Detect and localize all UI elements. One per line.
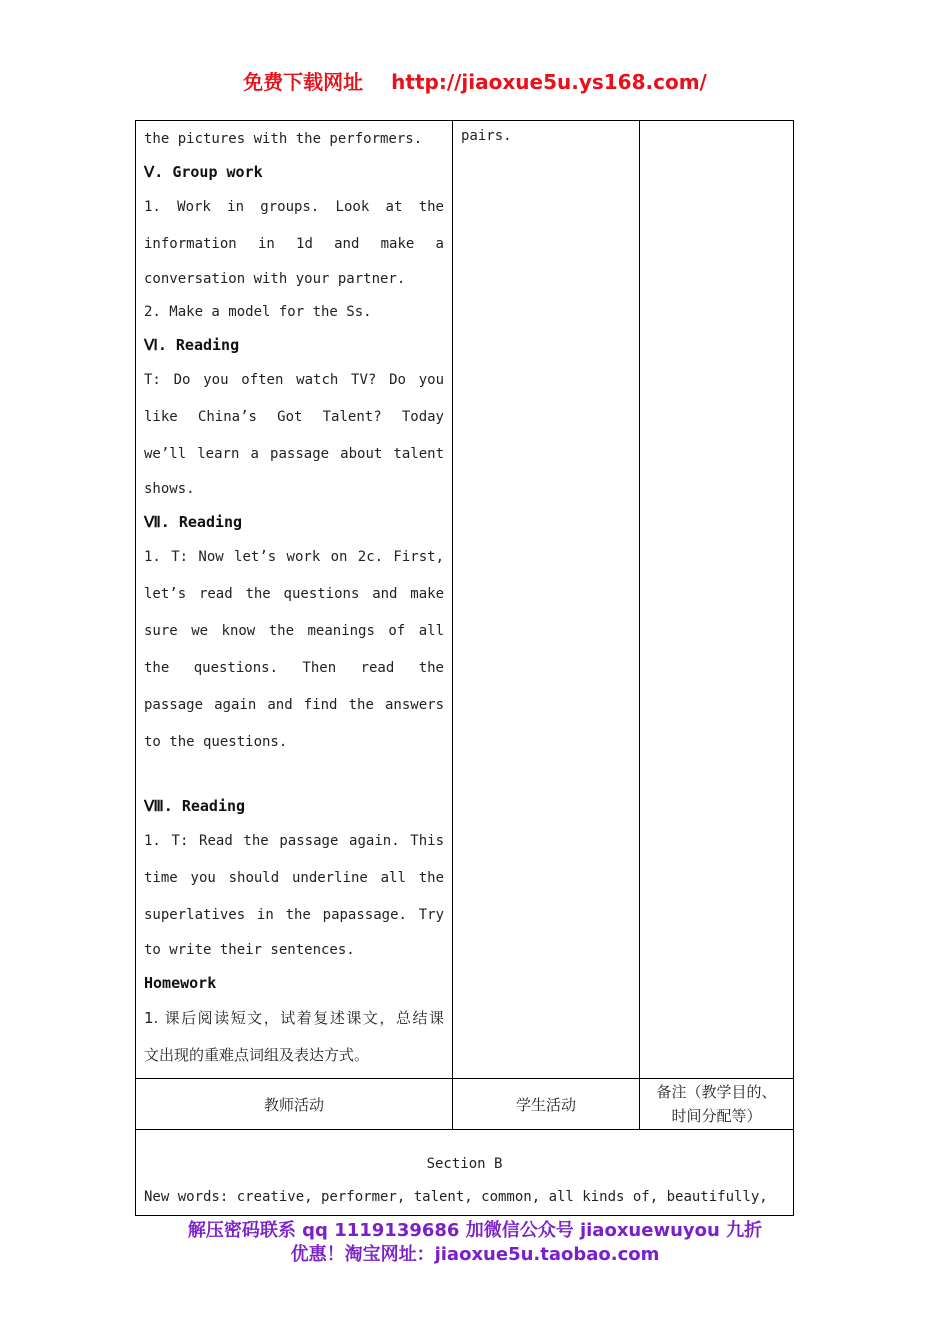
text-line: to the questions. (144, 734, 288, 750)
text-line: we’ll learn a passage about talent (144, 446, 444, 462)
text-line: information in 1d and make a (144, 236, 444, 252)
text-line: superlatives in the papassage. Try (144, 907, 444, 923)
notes-cell (640, 121, 794, 1079)
student-activity-header: 学生活动 (453, 1079, 640, 1130)
page-footer (0, 1219, 950, 1267)
text-line: like China’s Got Talent? Today (144, 409, 444, 425)
table-row-body (136, 121, 794, 1079)
text-line: sure we know the meanings of all (144, 623, 444, 639)
section-heading: Ⅷ. Reading (144, 797, 246, 815)
student-activity-cell (453, 121, 640, 1079)
section-heading: Homework (144, 974, 217, 992)
text-line: 文出现的重难点词组及表达方式。 (144, 1046, 370, 1064)
text-line: the questions. Then read the (144, 660, 444, 676)
notes-header (640, 1079, 794, 1130)
text-line: 1. 课后阅读短文，试着复述课文，总结课 (144, 1009, 444, 1027)
text-line: time you should underline all the (144, 870, 444, 886)
text-line: 1. Work in groups. Look at the (144, 199, 444, 215)
teacher-activity-header: 教师活动 (136, 1079, 453, 1130)
text-line: passage again and find the answers (144, 697, 444, 713)
text-line: the pictures with the performers. (144, 131, 423, 147)
section-b-title: Section B (426, 1156, 503, 1172)
student-activity-text: pairs. (461, 128, 512, 144)
notes-header-line2: 时间分配等） (671, 1107, 762, 1125)
lesson-plan-table (135, 120, 794, 1216)
section-heading: Ⅶ. Reading (144, 513, 243, 531)
text-line: 1. T: Now let’s work on 2c. First, (144, 549, 444, 565)
text-line: 2. Make a model for the Ss. (144, 304, 372, 320)
section-b-new-words: New words: creative, performer, talent, common, all kinds of, beautifully, (144, 1189, 768, 1205)
text-line: T: Do you often watch TV? Do you (144, 372, 444, 388)
text-line: conversation with your partner. (144, 271, 406, 287)
text-line: 1. T: Read the passage again. This (144, 833, 444, 849)
header-url-link[interactable]: http://jiaoxue5u.ys168.com/ (391, 70, 707, 94)
notes-header-line1: 备注（教学目的、 (656, 1083, 777, 1101)
section-b-cell (136, 1130, 794, 1216)
text-line: to write their sentences. (144, 942, 355, 958)
footer-line2: 优惠！淘宝网址：jiaoxue5u.taobao.com (290, 1244, 660, 1265)
footer-line1: 解压密码联系 qq 1119139686 加微信公众号 jiaoxuewuyou 九折 (187, 1220, 763, 1241)
blank-line (144, 761, 444, 790)
section-heading: Ⅵ. Reading (144, 336, 240, 354)
section-b-row (136, 1130, 794, 1216)
teacher-activity-lines (144, 123, 444, 1074)
header-label: 免费下载网址 (243, 70, 364, 94)
text-line: shows. (144, 481, 195, 497)
teacher-activity-cell (136, 121, 453, 1079)
page-header (0, 66, 950, 95)
table-header-row (136, 1079, 794, 1130)
section-heading: Ⅴ. Group work (144, 163, 263, 181)
text-line: let’s read the questions and make (144, 586, 444, 602)
